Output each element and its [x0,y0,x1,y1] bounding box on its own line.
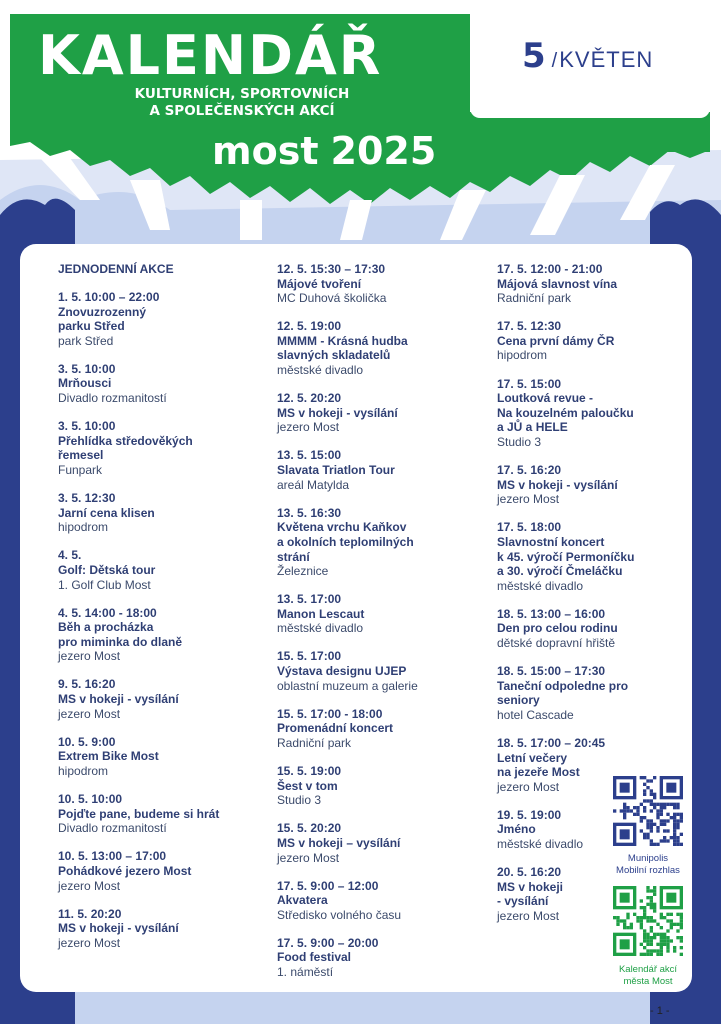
event-date: 18. 5. 17:00 – 20:45 [497,735,606,750]
event-name: Jméno [497,822,536,837]
event-date: 15. 5. 19:00 [277,764,342,779]
event-item [58,735,272,779]
event-item [497,319,711,363]
qr-code-calendar[interactable] [613,886,683,956]
event-place: městské divadlo [497,578,584,593]
event-name: Slavnostní koncert k 45. výročí Permoníčku a 30. výročí Čmeláčku [497,534,635,579]
event-date: 12. 5. 19:00 [277,319,342,334]
event-date: 19. 5. 19:00 [497,807,562,822]
event-item [277,707,491,751]
event-item [58,792,272,836]
subtitle-line-1: KULTURNÍCH, SPORTOVNÍCH [134,86,350,102]
event-item [58,548,272,592]
event-item [277,391,491,435]
event-place: 1. Golf Club Most [58,577,151,592]
event-item [497,607,711,651]
event-item [497,664,711,722]
event-date: 18. 5. 13:00 – 16:00 [497,606,606,621]
section-heading: JEDNODENNÍ AKCE [58,262,174,276]
event-name: Výstava designu UJEP [277,664,407,679]
event-name: Food festival [277,950,352,965]
event-date: 4. 5. [58,548,82,563]
event-name: Letní večery na jezeře Most [497,750,580,780]
event-place: městské divadlo [277,621,364,636]
event-name: MS v hokeji - vysílání [277,405,398,420]
event-item [497,520,711,593]
event-date: 17. 5. 9:00 – 12:00 [277,878,379,893]
issue-label [522,36,653,76]
event-item [277,764,491,808]
event-place: jezero Most [277,850,340,865]
event-item [58,606,272,664]
event-date: 13. 5. 16:30 [277,505,342,520]
event-date: 12. 5. 20:20 [277,391,342,406]
event-place: Studio 3 [497,434,542,449]
event-item [277,448,491,492]
event-name: Manon Lescaut [277,606,365,621]
events-column-2 [277,262,491,993]
event-date: 15. 5. 20:20 [277,821,342,836]
event-place: jezero Most [58,935,121,950]
subtitle-line-2: A SPOLEČENSKÝCH AKCÍ [149,103,335,119]
event-item [497,463,711,507]
event-name: Mrňousci [58,376,112,391]
event-date: 10. 5. 10:00 [58,792,123,807]
event-name: MS v hokeji - vysílání [58,921,179,936]
event-item [497,262,711,306]
city-year [212,129,448,173]
event-place: hipodrom [58,763,109,778]
event-place: jezero Most [497,779,560,794]
event-place: Divadlo rozmanitostí [58,821,167,836]
event-name: Jarní cena klisen [58,505,155,520]
event-date: 18. 5. 15:00 – 17:30 [497,664,606,679]
event-date: 13. 5. 15:00 [277,448,342,463]
event-name: Májová slavnost vína [497,276,618,291]
event-item [58,491,272,535]
event-name: Květena vrchu Kaňkov a okolních teplomilných strání [277,520,414,564]
event-date: 1. 5. 10:00 – 22:00 [58,290,160,304]
event-name: Pohádkové jezero Most [58,863,192,878]
event-item [58,419,272,477]
event-place: oblastní muzeum a galerie [277,678,418,693]
events-column-1 [58,262,272,964]
event-place: 1. náměstí [277,965,334,980]
qr-label-munipolis-line2: Mobilní rozhlas [616,865,680,876]
issue-month: KVĚTEN [559,47,654,72]
event-item [277,879,491,923]
event-place: Studio 3 [277,793,322,808]
event-item [277,506,491,579]
event-place: Železnice [277,564,329,579]
event-date: 3. 5. 12:30 [58,491,116,506]
event-date: 17. 5. 16:20 [497,463,562,478]
event-date: 9. 5. 16:20 [58,677,116,692]
event-name: MS v hokeji - vysílání [58,692,179,707]
event-place: park Střed [58,333,114,348]
event-place: hotel Cascade [497,707,574,722]
event-item [497,377,711,450]
event-name: Akvatera [277,893,328,908]
event-item [58,907,272,951]
event-name: Promenádní koncert [277,721,394,736]
event-place: jezero Most [277,420,340,435]
event-item [277,821,491,865]
qr-code-munipolis[interactable] [613,776,683,846]
event-name: Den pro celou rodinu [497,621,618,636]
qr-label-calendar [604,964,692,988]
qr-label-munipolis-line1: Munipolis [627,853,669,864]
event-place: jezero Most [58,706,121,721]
event-item [277,649,491,693]
event-name: Cena první dámy ČR [497,333,615,348]
event-place: hipodrom [58,520,109,535]
event-date: 4. 5. 14:00 - 18:00 [58,605,157,620]
event-date: 15. 5. 17:00 [277,649,342,664]
event-date: 3. 5. 10:00 [58,361,116,376]
event-item [277,262,491,306]
event-name: Slavata Triatlon Tour [277,463,395,478]
calendar-title: KALENDÁŘ [38,24,383,87]
city-name: most [212,129,319,173]
issue-separator: / [551,50,558,72]
event-name: Májové tvoření [277,276,362,291]
event-name: MMMM - Krásná hudba slavných skladatelů [277,333,408,363]
event-place: městské divadlo [497,837,584,851]
qr-label-calendar-line2: města Most [623,976,673,987]
event-date: 17. 5. 18:00 [497,520,562,535]
event-place: městské divadlo [277,363,364,378]
event-item [58,362,272,406]
event-name: MS v hokeji - vysílání [497,477,618,492]
event-item [58,849,272,893]
event-place: Radniční park [277,735,352,750]
event-date: 17. 5. 12:30 [497,319,562,334]
event-name: Loutková revue - Na kouzelném paloučku a JŮ a HELE [497,391,634,435]
event-place: jezero Most [497,492,560,507]
calendar-subtitle [92,86,392,120]
event-place: areál Matylda [277,477,350,492]
event-name: Pojďte pane, budeme si hrát [58,806,220,821]
event-place: MC Duhová školička [277,291,387,306]
qr-label-munipolis [604,853,692,877]
event-name: Golf: Dětská tour [58,562,156,577]
event-date: 20. 5. 16:20 [497,865,562,880]
event-item [277,936,491,980]
event-item [58,290,272,348]
event-name: MS v hokeji - vysílání [497,879,564,909]
event-date: 10. 5. 9:00 [58,734,116,749]
event-place: Radniční park [497,291,572,306]
event-name: MS v hokeji – vysílání [277,835,401,850]
qr-label-calendar-line1: Kalendář akcí [618,964,678,975]
event-item [58,677,272,721]
event-place: dětské dopravní hřiště [497,635,616,650]
issue-number: 5 [522,36,546,76]
event-place: jezero Most [58,878,121,893]
event-name: Šest v tom [277,778,338,793]
event-place: Divadlo rozmanitostí [58,391,167,406]
event-date: 11. 5. 20:20 [58,906,122,921]
event-date: 17. 5. 15:00 [497,376,562,391]
event-name: Znovuzrozenný parku Střed [58,304,147,334]
event-name: Běh a procházka pro miminka do dlaně [58,620,183,649]
event-place: jezero Most [58,649,121,664]
event-date: 17. 5. 12:00 - 21:00 [497,262,603,276]
event-date: 17. 5. 9:00 – 20:00 [277,935,379,950]
event-item [277,319,491,377]
event-name: Extrem Bike Most [58,749,159,764]
event-item [277,592,491,636]
event-place: jezero Most [497,908,560,923]
event-place: hipodrom [497,348,548,363]
event-place: Středisko volného času [277,907,402,922]
event-name: Taneční odpoledne pro seniory [497,678,629,708]
event-date: 13. 5. 17:00 [277,592,342,607]
event-place: Funpark [58,462,103,477]
year: 2025 [330,129,437,173]
event-date: 3. 5. 10:00 [58,419,116,434]
event-date: 12. 5. 15:30 – 17:30 [277,262,386,276]
page-number: - 1 - [650,1005,670,1017]
event-date: 10. 5. 13:00 – 17:00 [58,849,167,864]
event-date: 15. 5. 17:00 - 18:00 [277,706,383,721]
event-name: Přehlídka středověkých řemesel [58,433,193,463]
